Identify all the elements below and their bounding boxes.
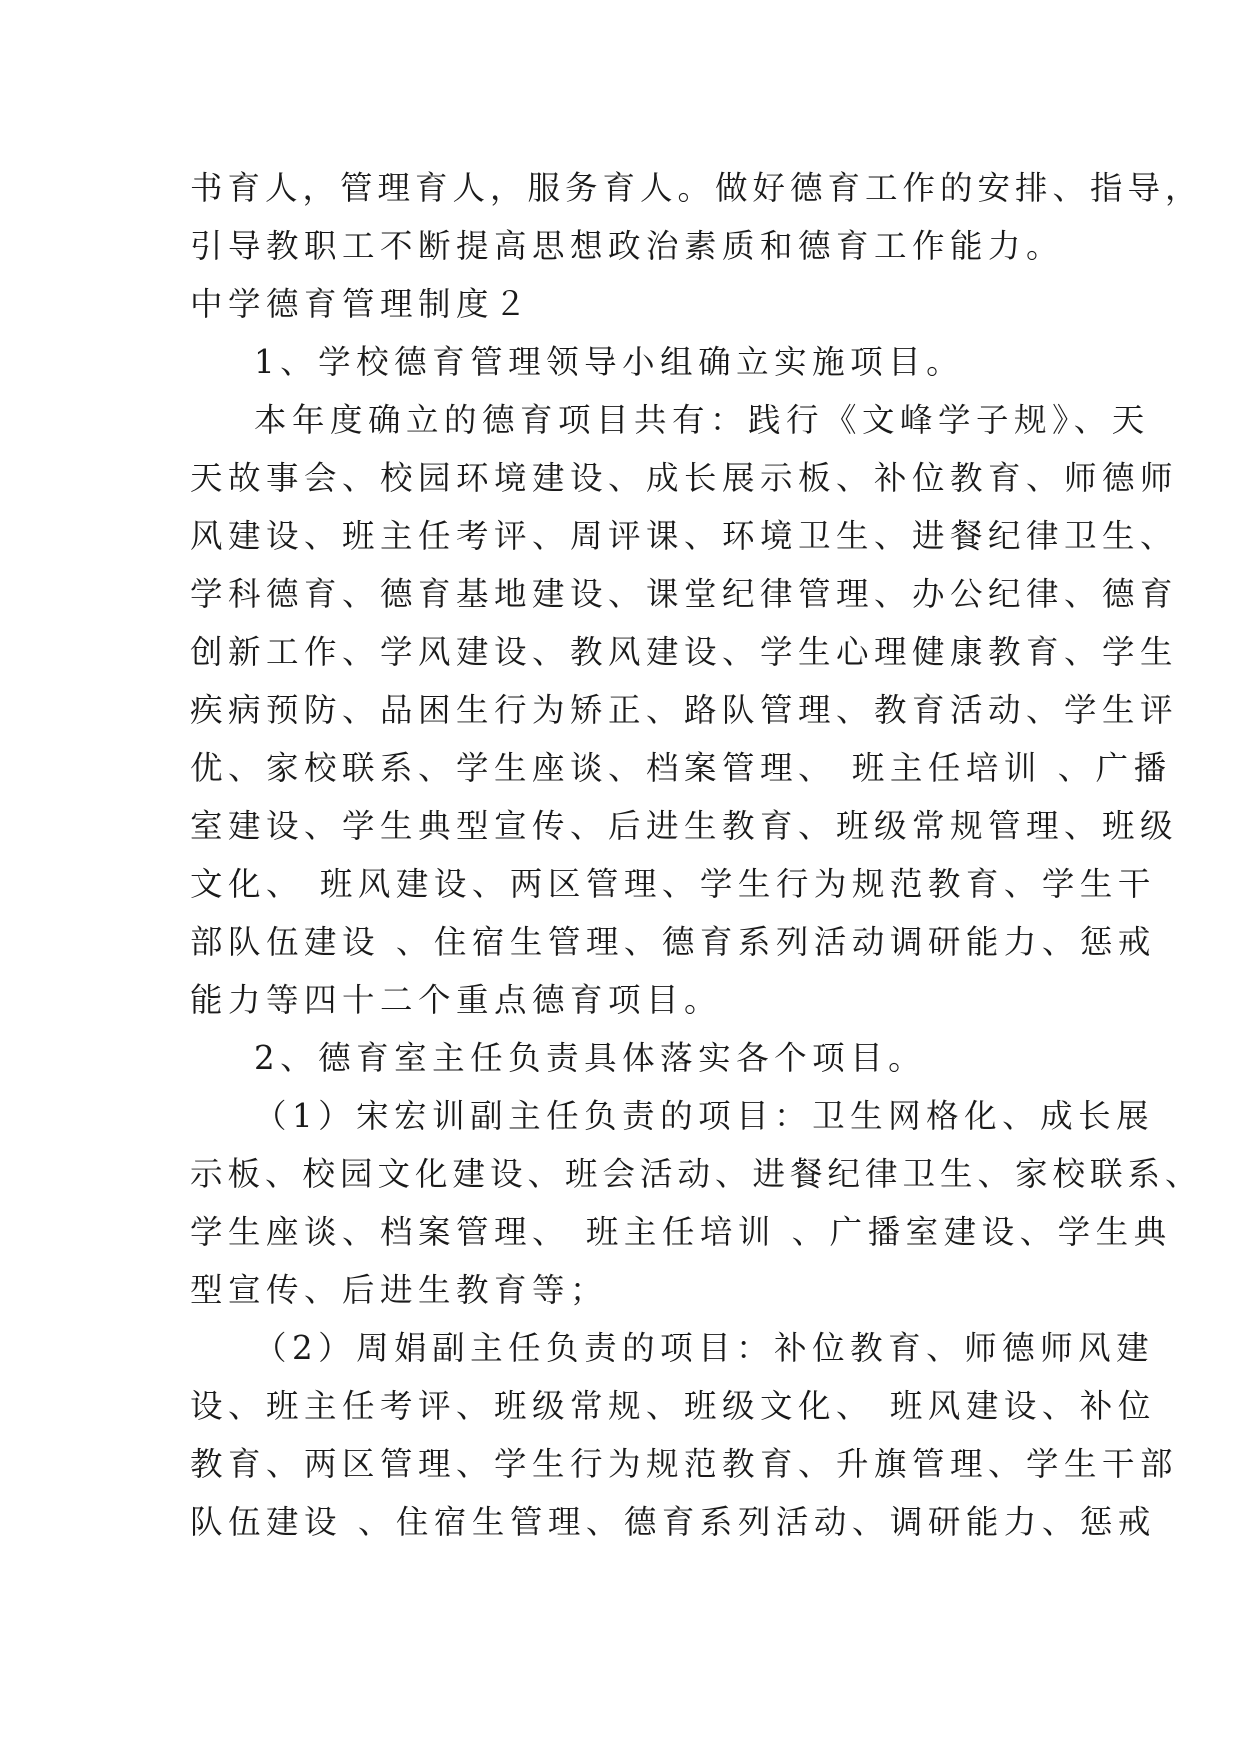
text-line: 书育人，管理育人，服务育人。做好德育工作的安排、指导， [190,169,1203,207]
text-line: 本年度确立的德育项目共有：践行《文峰学子规》、天 [254,401,1150,439]
text-line: （1）宋宏训副主任负责的项目：卫生网格化、成长展 [254,1097,1155,1135]
text-line: 学生座谈、档案管理、 班主任培训 、广播室建设、学生典 [190,1213,1172,1251]
text-line: 创新工作、学风建设、教风建设、学生心理健康教育、学生 [190,633,1179,671]
text-line: 室建设、学生典型宣传、后进生教育、班级常规管理、班级 [190,807,1179,845]
text-line: 型宣传、后进生教育等； [190,1271,609,1309]
text-line: 引导教职工不断提高思想政治素质和德育工作能力。 [190,227,1065,265]
text-line: 文化、 班风建设、两区管理、学生行为规范教育、学生干 [190,865,1156,903]
text-line: 天故事会、校园环境建设、成长展示板、补位教育、师德师 [190,459,1179,497]
text-line: 优、家校联系、学生座谈、档案管理、 班主任培训 、广播 [190,749,1172,787]
text-line: 队伍建设 、住宿生管理、德育系列活动、调研能力、惩戒 [190,1503,1156,1541]
text-line: 1、学校德育管理领导小组确立实施项目。 [254,343,965,381]
text-line: 疾病预防、品困生行为矫正、路队管理、教育活动、学生评 [190,691,1179,729]
text-line: 教育、两区管理、学生行为规范教育、升旗管理、学生干部 [190,1445,1179,1483]
text-line: 设、班主任考评、班级常规、班级文化、 班风建设、补位 [190,1387,1156,1425]
text-line: 示板、校园文化建设、班会活动、进餐纪律卫生、家校联系、 [190,1155,1203,1193]
text-line: 风建设、班主任考评、周评课、环境卫生、进餐纪律卫生、 [190,517,1179,555]
section-heading: 中学德育管理制度２ [190,285,533,323]
text-line: 部队伍建设 、住宿生管理、德育系列活动调研能力、惩戒 [190,923,1156,961]
text-line: 能力等四十二个重点德育项目。 [190,981,723,1019]
text-line: 学科德育、德育基地建设、课堂纪律管理、办公纪律、德育 [190,575,1179,613]
text-line: 2、德育室主任负责具体落实各个项目。 [254,1039,927,1077]
text-line: （2）周娟副主任负责的项目：补位教育、师德师风建 [254,1329,1155,1367]
